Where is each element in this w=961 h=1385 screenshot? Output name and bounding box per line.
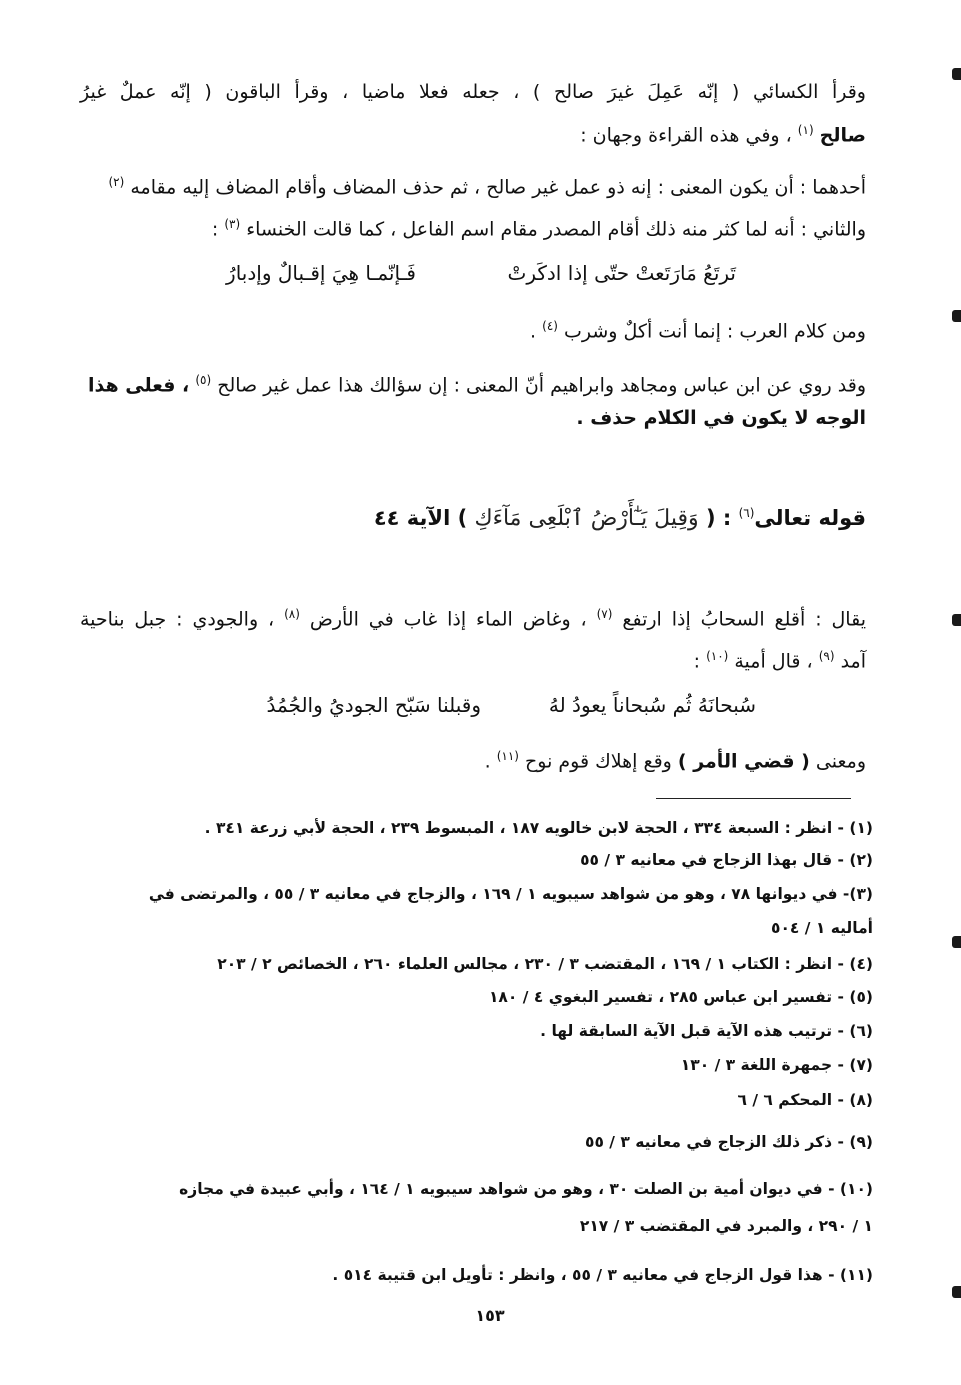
footnote-ref: (١١) bbox=[496, 749, 519, 763]
quran-quote: وَقِيلَ يَـٰٓأَرْضُ ٱبْلَعِى مَآءَكِ bbox=[474, 506, 699, 531]
body-text-bold: ، فعلى هذا bbox=[88, 374, 190, 397]
verse-hemistich-right: سُبحانَهُ ثُم سُبحاناً يعودُ لهُ bbox=[548, 693, 756, 717]
verse-hemistich-right: تَرتَعُ مَارَتَعتْ حتّى إذا ادكَرتْ bbox=[507, 261, 736, 285]
scan-edge-mark bbox=[952, 310, 961, 322]
footnote-ref: (٣) bbox=[224, 217, 241, 231]
footnote-ref: (٩) bbox=[818, 649, 835, 663]
footnote-ref: (٤) bbox=[542, 319, 558, 333]
footnote-separator bbox=[656, 798, 851, 799]
footnote-ref: (٦) bbox=[738, 506, 755, 520]
footnote-line: (٤) - انظر : الكتاب ١ / ١٦٩ ، المقتضب ٣ / ٢٣٠ ، مجالس العلماء ٢٦٠ ، الخصائص ٢ / ٢٠٣ bbox=[217, 955, 873, 973]
body-text: ، قال أمية bbox=[734, 650, 813, 673]
footnote-ref: (١٠) bbox=[706, 649, 729, 663]
paragraph-line bbox=[80, 366, 866, 399]
scan-edge-mark bbox=[952, 68, 961, 80]
paragraph-line bbox=[80, 210, 866, 243]
section-heading bbox=[374, 498, 866, 534]
page-number: ١٥٣ bbox=[475, 1306, 505, 1325]
body-text: . bbox=[530, 320, 537, 343]
paragraph-line bbox=[80, 404, 866, 432]
footnote-line: أماليه ١ / ٥٠٤ bbox=[770, 919, 873, 937]
footnote-ref: (٥) bbox=[195, 373, 212, 387]
body-text: . bbox=[484, 750, 491, 773]
body-text: ومن كلام العرب : إنما أنت أكلٌ وشرب bbox=[564, 320, 866, 343]
body-text: أحدهما : أن يكون المعنى : إنه ذو عمل غير صالح ، ثم حذف المضاف وأقام المضاف إليه مقامه bbox=[130, 176, 866, 199]
body-text: آمد bbox=[840, 650, 866, 673]
paragraph-line bbox=[80, 312, 866, 345]
footnote-ref: (١) bbox=[797, 123, 814, 137]
paragraph-line bbox=[80, 116, 866, 149]
body-text: وقع إهلاك قوم نوح bbox=[525, 750, 672, 773]
paragraph-line bbox=[80, 78, 866, 106]
body-text: والثاني : أنه لما كثر منه ذلك أقام المصدر مقام اسم الفاعل ، كما قالت الخنساء bbox=[246, 218, 866, 241]
footnote-line: ١ / ٢٩٠ ، والمبرد في المقتضب ٣ / ٢١٧ bbox=[579, 1217, 873, 1235]
verse-hemistich-left: فَـإنّمـا هِيَ إقـبالٌ وإدبارُ bbox=[226, 261, 416, 285]
heading-bracket-open: : ( bbox=[705, 506, 732, 530]
footnote-ref: (٨) bbox=[284, 607, 300, 621]
scan-edge-mark bbox=[952, 614, 961, 626]
footnote-line: (٦) - ترتيب هذه الآية قبل الآية السابقة لها . bbox=[540, 1022, 873, 1040]
verse-hemistich-left: وقبلنا سَبّح الجوديُ والجُمُدُ bbox=[266, 693, 481, 717]
footnote-line: (١) - انظر : السبعة ٣٣٤ ، الحجة لابن خالويه ١٨٧ ، المبسوط ٢٣٩ ، الحجة لأبي زرعة ٣٤١ . bbox=[204, 819, 873, 837]
body-text: وقرأ الكسائي ( إنّه عَمِلَ غيرَ صالح ) ، جعله فعلا ماضيا ، وقرأ الباقون ( إنّه عملٌ غيرُ bbox=[80, 81, 866, 103]
body-text: : bbox=[693, 650, 701, 673]
body-text-bold: صالح bbox=[819, 124, 866, 147]
paragraph-line bbox=[80, 600, 866, 633]
body-text: ، وغاض الماء إذا غاب في الأرض bbox=[309, 608, 587, 631]
body-text: وقد روي عن ابن عباس ومجاهد وابراهيم أنّ المعنى : إن سؤالك هذا عمل غير صالح bbox=[217, 374, 866, 397]
footnote-line: (١٠) - في ديوان أمية بن الصلت ٣٠ ، وهو من شواهد سيبويه ١ / ١٦٤ ، وأبي عبيدة في مجازه bbox=[179, 1180, 873, 1198]
verse-number: ) الآية ٤٤ bbox=[373, 506, 468, 530]
footnote-line: (٨) - المحكم ٦ / ٦ bbox=[737, 1091, 873, 1109]
heading-label: قوله تعالى bbox=[754, 506, 866, 530]
scan-edge-mark bbox=[952, 936, 961, 948]
body-text: ، وفي هذه القراءة وجهان : bbox=[580, 124, 792, 147]
paragraph-line bbox=[80, 642, 866, 675]
body-text: يقال : أقلع السحابُ إذا ارتفع bbox=[622, 608, 867, 631]
paragraph-line bbox=[80, 168, 866, 201]
paragraph-line bbox=[80, 742, 866, 775]
scan-edge-mark bbox=[952, 1286, 961, 1298]
footnote-ref: (٧) bbox=[596, 607, 613, 621]
footnote-line: (٩) - ذكر ذلك الزجاج في معانيه ٣ / ٥٥ bbox=[584, 1133, 873, 1151]
body-text: ، والجودي : جبل بناحية bbox=[80, 608, 275, 631]
body-text: ومعنى bbox=[815, 750, 866, 773]
footnote-line: (٢) - قال بهذا الزجاج في معانيه ٣ / ٥٥ bbox=[580, 851, 873, 869]
body-text: الوجه لا يكون في الكلام حذف . bbox=[576, 407, 866, 429]
body-text: : bbox=[211, 218, 219, 241]
footnote-line: (٥) - تفسير ابن عباس ٢٨٥ ، تفسير البغوي ٤ / ١٨٠ bbox=[488, 988, 873, 1006]
footnote-line: (٧) - جمهرة اللغة ٣ / ١٣٠ bbox=[680, 1056, 873, 1074]
footnote-ref: (٢) bbox=[108, 175, 125, 189]
footnote-line: (٣)- في ديوانها ٧٨ ، وهو من شواهد سيبويه ١ / ١٦٩ ، والزجاج في معانيه ٣ / ٥٥ ، والمرتضى في bbox=[148, 885, 873, 903]
footnote-line: (١١) - هذا قول الزجاج في معانيه ٣ / ٥٥ ، وانظر : تأويل ابن قتيبة ٥١٤ . bbox=[332, 1266, 873, 1284]
body-text-bold: ( قضي الأمر ) bbox=[677, 750, 810, 773]
